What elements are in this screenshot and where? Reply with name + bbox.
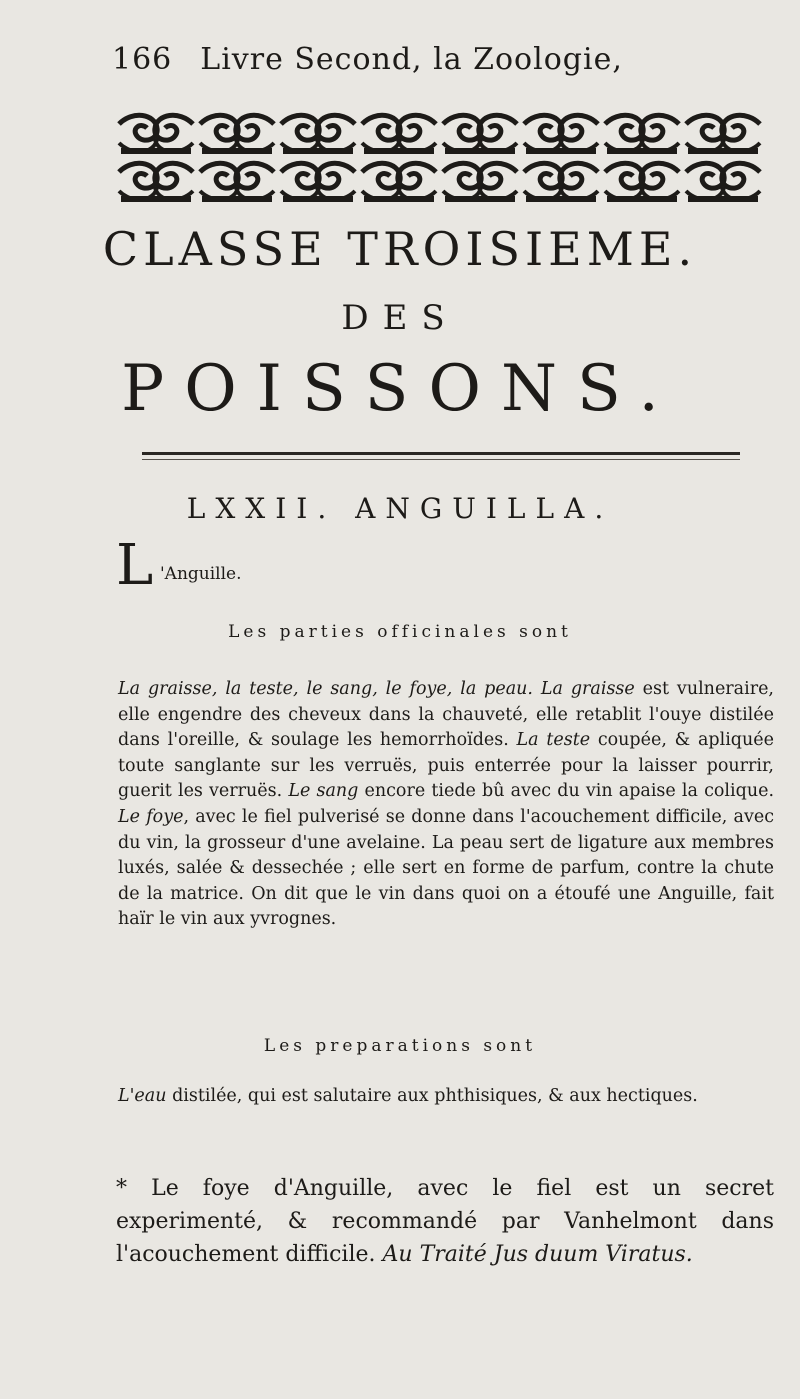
text-graisse: est vulneraire, elle engendre des cheveux dans la chauveté, elle retablit l'ouye distilée dans l'oreille, & soulage les hemorrhoïdes. [118,679,774,751]
term-sang: Le sang [288,781,359,802]
text-foye: , avec le fiel pulverisé se donne dans l'acouchement difficile, avec du vin, la grosseur d'une avelaine. La peau sert de ligature aux membres luxés, salée & dessechée ; elle sert en forme de parfum, contre la chute de la matrice. On dit que le vin dans quoi on a étoufé une Anguille, fait haïr le vin aux yvrognes. [118,806,775,930]
section-heading: LXXII. ANGUILLA. [186,492,614,525]
parts-paragraph [118,677,774,933]
class-title: CLASSE TROISIEME. [102,222,698,276]
running-head [112,42,692,77]
divider-rule-thin [142,459,740,460]
preparations-lead: L'eau [118,1086,167,1106]
ornamental-headpiece-icon [115,110,765,205]
divider-rule [142,452,740,455]
page-number: 166 [112,42,173,77]
term-foye: Le foye [118,806,184,827]
running-title: Livre Second, la Zoologie, [200,42,623,77]
preparations-text: distilée, qui est salutaire aux phthisiques, & aux hectiques. [166,1086,698,1106]
drop-cap: L [116,533,154,598]
preparations-paragraph [118,1084,774,1110]
footnote [116,1172,774,1271]
class-subtitle: DES [341,298,459,338]
text-sang: encore tiede bû avec du vin apaise la colique. [358,781,775,802]
parts-lead: La graisse, la teste, le sang, le foye, la peau. [118,679,533,699]
parts-heading: Les parties officinales sont [228,622,572,642]
term-graisse: La graisse [540,679,635,699]
term-teste: La teste [516,730,591,751]
class-name: POISSONS. [121,352,679,426]
footnote-text: * Le foye d'Anguille, avec le fiel est un secret experimenté, & recommandé par Vanhelmont dans l'acouchement difficile. [116,1176,774,1267]
section-intro: 'Anguille. [160,564,242,584]
preparations-heading: Les preparations sont [263,1036,537,1056]
footnote-citation: Au Traité Jus duum Viratus. [382,1242,693,1267]
text-teste: coupée, & apliquée toute sanglante sur les verruës, puis enterrée pour la laisser pourrir, guerit les verruës. [118,730,774,802]
